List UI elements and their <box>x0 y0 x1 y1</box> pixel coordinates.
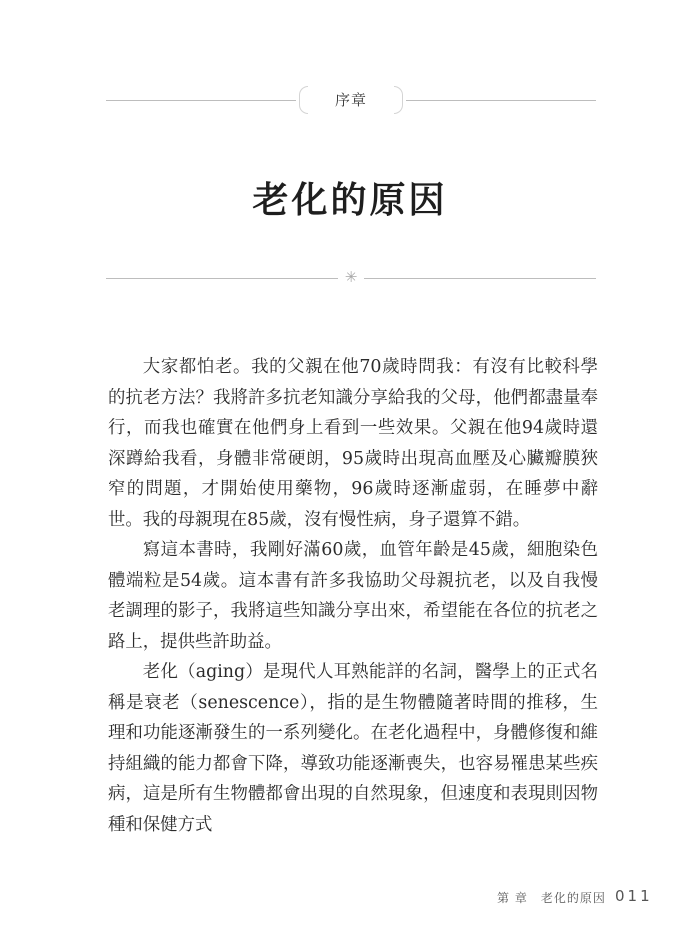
paragraph: 老化（aging）是現代人耳熟能詳的名詞，醫學上的正式名稱是衰老（senescence），指的是生物體隨著時間的推移，生理和功能逐漸發生的一系列變化。在老化過程中，身體修復和維持組織的能力都會下降，導致功能逐漸喪失，也容易罹患某些疾病，這是所有生物體都會出現的自然現象，但速度和表現則因物種和保健方式 <box>108 662 598 835</box>
divider-line-right <box>364 278 596 279</box>
page-number: 011 <box>615 887 653 905</box>
chapter-title: 老化的原因 <box>252 179 448 221</box>
title-divider <box>106 270 596 286</box>
chapter-label-header <box>106 86 596 116</box>
paragraph: 大家都怕老。我的父親在他70歲時問我：有沒有比較科學的抗老方法？我將許多抗老知識分享給我的父母，他們都盡量奉行，而我也確實在他們身上看到一些效果。父親在他94歲時還深蹲給我看，身體非常硬朗，95歲時出現高血壓及心臟瓣膜狹窄的問題，才開始使用藥物，96歲時逐漸虛弱，在睡夢中辭世。我的母親現在85歲，沒有慢性病，身子還算不錯。 <box>108 357 598 530</box>
asterisk-ornament-icon: ✳ <box>344 268 358 286</box>
page-footer <box>490 887 670 909</box>
chapter-label: 序章 <box>334 91 367 109</box>
running-head: 第 章 老化的原因 <box>497 891 606 905</box>
body-text <box>108 352 598 840</box>
header-rule-right <box>406 100 596 101</box>
paragraph: 寫這本書時，我剛好滿60歲，血管年齡是45歲，細胞染色體端粒是54歲。這本書有許多我協助父母親抗老，以及自我慢老調理的影子，我將這些知識分享出來，希望能在各位的抗老之路上，提供些許助益。 <box>108 540 598 652</box>
